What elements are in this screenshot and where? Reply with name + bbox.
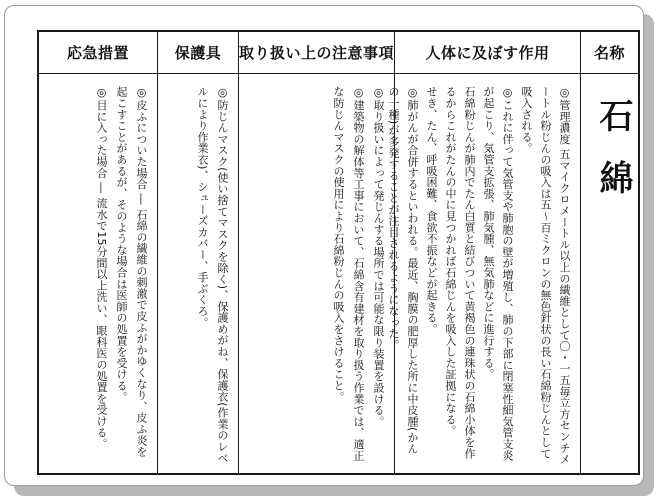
handling-note-1: ◎取り扱いによって発じんする場所では可能な限り装置を設ける。 <box>372 86 385 427</box>
health-effects-text <box>384 86 574 465</box>
handling-notes-text <box>328 86 388 465</box>
name-column <box>580 32 638 473</box>
handling-note-2: ◎建築物の解体等工事において、石綿含有建材を取り扱う作業では、適正な防じんマスクの使用により石綿粉じんの吸入をさけること。 <box>332 86 365 461</box>
health-effect-1: ◎管理濃度 五マイクロメートル以上の繊維として〇・一五毎立方センチメートル粉じんの吸入は五～百ミクロンの無色針状の長い石綿粉じんとして吸入される。 <box>520 86 571 465</box>
health-effect-4: せき、たん、呼吸困難、食欲不振などが起きる。 <box>425 86 438 335</box>
handling-notes-column <box>238 32 394 473</box>
health-effects-header: 人体に及ぼす作用 <box>395 32 580 74</box>
health-effects-column <box>387 32 580 473</box>
protective-gear-text: ◎防じんマスク(使い捨てマスクを除く)、保護めがね、保護衣(作業のレベルにより作業衣)、シューズカバー、手ぶくろ。 <box>196 86 229 464</box>
safety-sign-board <box>4 5 644 486</box>
first-aid-column <box>39 32 157 473</box>
hazard-info-table <box>37 30 640 475</box>
substance-name: 石綿 <box>593 98 633 222</box>
protective-gear-column <box>157 32 238 473</box>
health-effect-2: ◎これに伴って気管支や肺胞の壁が増殖し、肺の下部に閉塞性細気管支炎が起こり、気管支拡張、肺気腫、無気肺などに進行する。 <box>482 86 514 461</box>
first-aid-skin: ◎皮ふについた場合 ― 石綿の繊維の刺激で皮ふがかゆくなり、皮ふ炎を起こすことがあるが、そのような場合は医師の処置を受ける。 <box>115 86 148 458</box>
first-aid-eye: ◎目に入った場合 ― 流水で15分間以上洗い、眼科医の処置を受ける。 <box>95 86 108 450</box>
protective-gear-header: 保護具 <box>158 32 238 74</box>
health-effect-3: 石綿粉じんが肺内でたん白質と結びついて黄褐色の連珠状の石綿小体を作るからこれがたんの中に見つかれば石綿じんを吸入した証拠になる。 <box>444 86 476 459</box>
health-effect-5: ◎肺がんが合併するといわれる。最近、胸膜の肥厚した所に中皮腫(かんの一種)が多発することが注目されるようになった。 <box>387 86 419 455</box>
name-header: 名称 <box>581 32 638 74</box>
handling-notes-header: 取り扱い上の注意事項 <box>239 32 394 74</box>
first-aid-header: 応急措置 <box>39 32 157 74</box>
first-aid-text <box>91 86 151 465</box>
